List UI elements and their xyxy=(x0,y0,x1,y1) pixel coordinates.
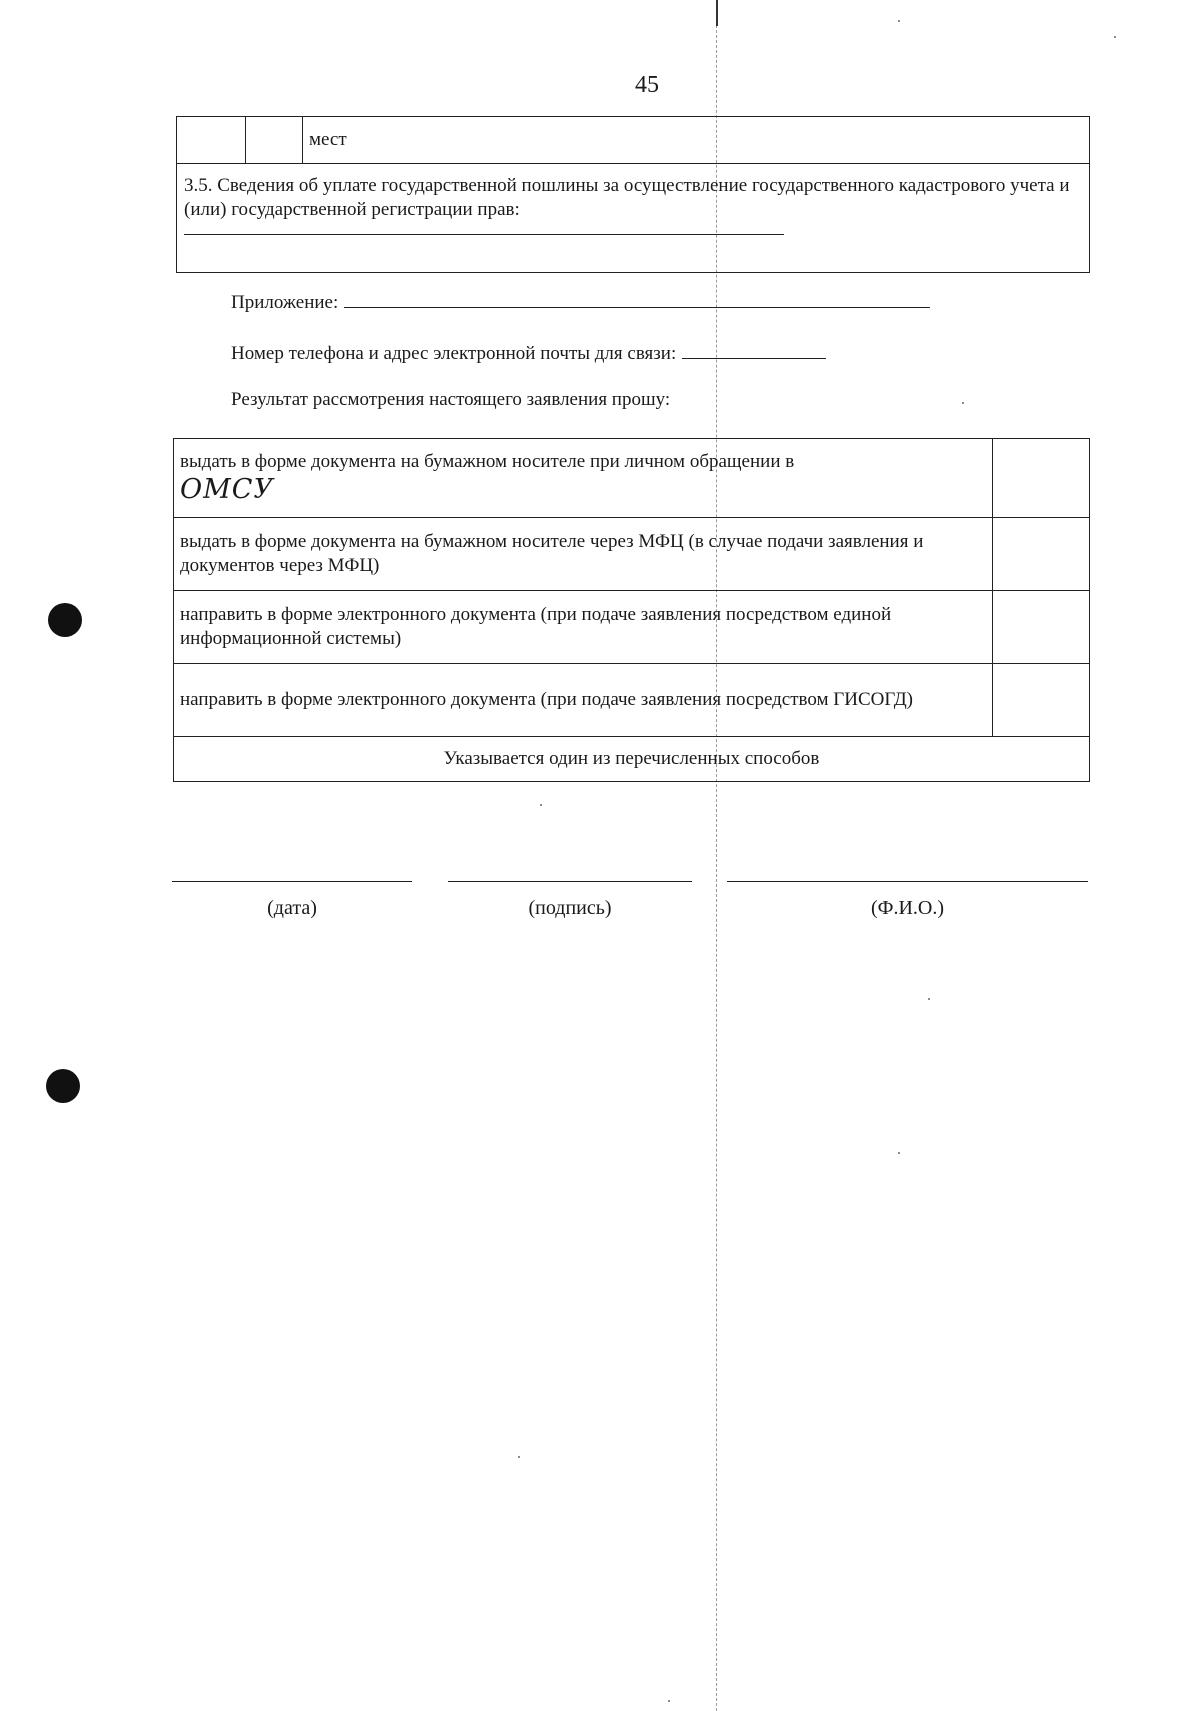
option-electronic-eis xyxy=(174,591,993,664)
name-line xyxy=(727,881,1088,882)
table-row xyxy=(174,737,1090,782)
signature-label: (подпись) xyxy=(528,897,612,919)
option-mark-cell xyxy=(992,591,1089,664)
option-paper-personal xyxy=(174,439,993,518)
table-cell-empty xyxy=(246,117,303,164)
duty-payment-cell xyxy=(177,164,1090,273)
date-line xyxy=(172,881,412,882)
table-row xyxy=(174,439,1090,518)
option-text: направить в форме электронного документа (при подаче заявления посредством единой информационной системы) xyxy=(180,604,892,649)
contact-label: Номер телефона и адрес электронной почты для связи: xyxy=(231,343,677,364)
fold-mark xyxy=(716,0,718,26)
mest-text: мест xyxy=(309,129,347,150)
option-electronic-gisogd xyxy=(174,664,993,737)
punch-hole-upper xyxy=(48,603,82,637)
table-cell-mest xyxy=(303,117,1090,164)
attachment-label: Приложение: xyxy=(231,292,339,313)
scan-speck xyxy=(928,998,930,1000)
duty-payment-label: 3.5. Сведения об уплате государственной пошлины за осуществление государственного кадастрового учета и (или) государственной регистрации прав: xyxy=(184,175,1070,220)
result-intro: Результат рассмотрения настоящего заявления прошу: xyxy=(231,389,671,410)
scan-speck xyxy=(898,20,900,22)
scan-speck xyxy=(898,1152,900,1154)
scan-speck xyxy=(962,402,964,404)
scan-speck xyxy=(518,1456,520,1458)
scan-speck xyxy=(668,1700,670,1702)
option-text: выдать в форме документа на бумажном носителе через МФЦ (в случае подачи заявления и документов через МФЦ) xyxy=(180,531,924,576)
options-note: Указывается один из перечисленных способов xyxy=(174,737,1090,782)
table-row xyxy=(177,164,1090,273)
attachment-blank-line xyxy=(344,289,930,308)
option-mark-cell xyxy=(992,518,1089,591)
contact-blank-line xyxy=(682,340,826,359)
duty-payment-blank-line xyxy=(184,222,784,235)
table-row xyxy=(174,664,1090,737)
table-row xyxy=(177,117,1090,164)
table-cell-empty xyxy=(177,117,246,164)
name-label: (Ф.И.О.) xyxy=(870,897,944,919)
scan-speck xyxy=(1114,36,1116,38)
punch-hole-lower xyxy=(46,1069,80,1103)
table-row xyxy=(174,518,1090,591)
option-text: выдать в форме документа на бумажном носителе при личном обращении в xyxy=(180,451,795,472)
table-row xyxy=(174,591,1090,664)
scan-speck xyxy=(540,804,542,806)
option-paper-mfc xyxy=(174,518,993,591)
signature-line xyxy=(448,881,692,882)
page-number: 45 xyxy=(635,72,659,98)
date-label: (дата) xyxy=(267,897,317,919)
attachment-field xyxy=(231,289,930,315)
option-text: направить в форме электронного документа (при подаче заявления посредством ГИСОГД) xyxy=(180,689,913,710)
option-mark-cell xyxy=(992,664,1089,737)
handwritten-entry: ОМСУ xyxy=(180,474,274,505)
payment-info-table xyxy=(176,116,1090,273)
option-mark-cell xyxy=(992,439,1089,518)
result-options-table xyxy=(173,438,1090,782)
contact-field xyxy=(231,340,826,366)
